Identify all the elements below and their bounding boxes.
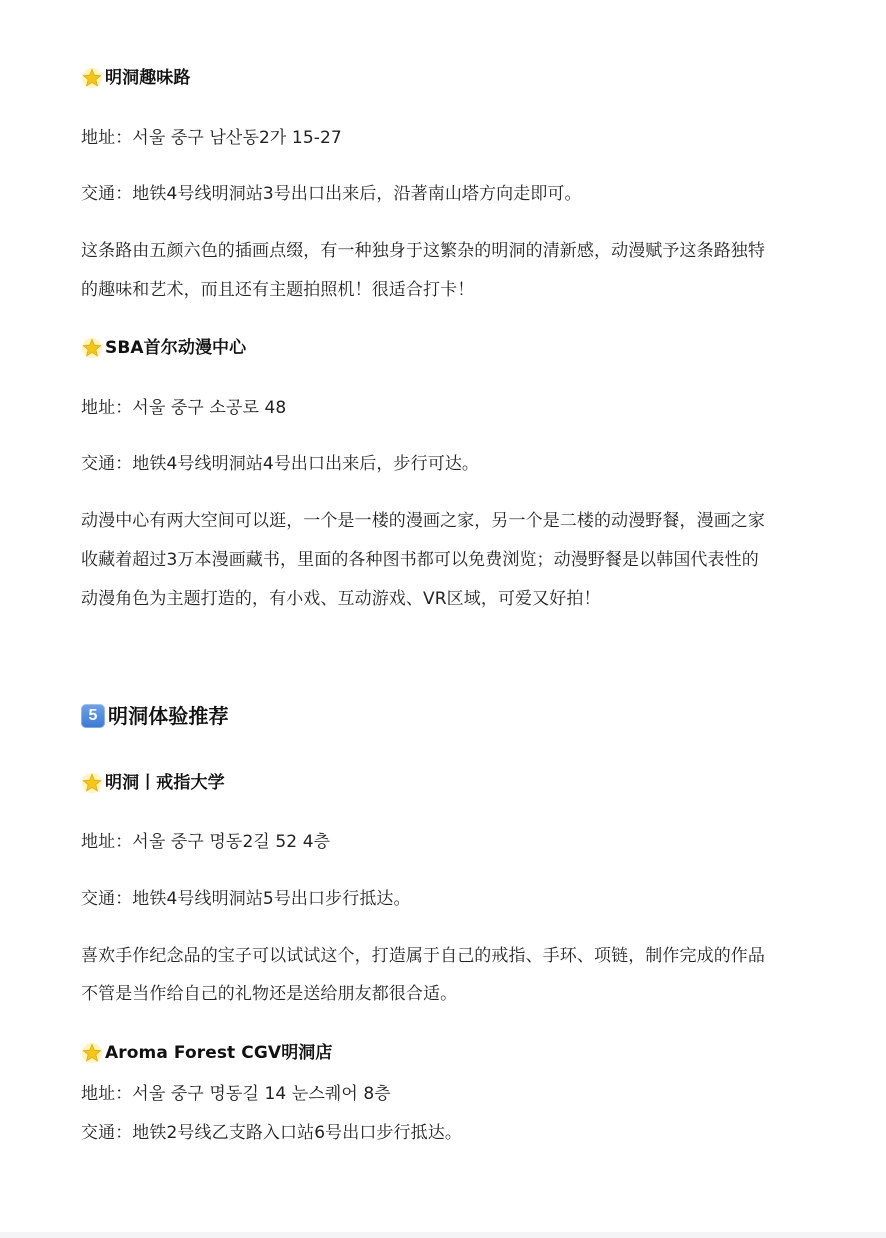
experience-transport: 交通：地铁2号线乙支路入口站6号出口步行抵达。: [81, 1123, 462, 1143]
experience-heading-1: [81, 772, 225, 794]
spot-title: 明洞趣味路: [105, 68, 191, 88]
experience-description-line: 喜欢手作纪念品的宝子可以试试这个，打造属于自己的戒指、手环、项链，制作完成的作品: [81, 946, 765, 966]
glowing-star-icon: [81, 337, 103, 359]
spot-description-line: 动漫中心有两大空间可以逛，一个是一楼的漫画之家，另一个是二楼的动漫野餐，漫画之家: [81, 511, 765, 531]
experience-heading-2: [81, 1042, 333, 1064]
spot-address: 地址：서울 중구 소공로 48: [81, 398, 287, 418]
spot-title: SBA首尔动漫中心: [105, 338, 247, 358]
glowing-star-icon: [81, 772, 103, 794]
experience-transport: 交通：地铁4号线明洞站5号出口步行抵达。: [81, 889, 411, 909]
experience-description-line: 不管是当作给自己的礼物还是送给朋友都很合适。: [81, 984, 458, 1004]
spot-heading-1: [81, 67, 191, 89]
keycap-5-icon: 5: [81, 704, 105, 728]
spot-description-line: 这条路由五颜六色的插画点缀，有一种独身于这繁杂的明洞的清新感，动漫赋予这条路独特: [81, 241, 765, 261]
spot-transport: 交通：地铁4号线明洞站3号出口出来后，沿著南山塔方向走即可。: [81, 184, 582, 204]
experience-title: Aroma Forest CGV明洞店: [105, 1043, 333, 1063]
glowing-star-icon: [81, 1042, 103, 1064]
spot-address: 地址：서울 중구 남산동2가 15-27: [81, 128, 342, 148]
spot-description-line: 动漫角色为主题打造的，有小戏、互动游戏、VR区域，可爱又好拍！: [81, 589, 601, 609]
spot-description-line: 收藏着超过3万本漫画藏书，里面的各种图书都可以免费浏览；动漫野餐是以韩国代表性的: [81, 550, 759, 570]
experience-title: 明洞丨戒指大学: [105, 773, 225, 793]
page-bottom-border: [0, 1232, 886, 1238]
section-heading-5: [81, 703, 229, 729]
glowing-star-icon: [81, 67, 103, 89]
experience-address: 地址：서울 중구 명동길 14 눈스퀘어 8층: [81, 1084, 391, 1104]
spot-description-line: 的趣味和艺术，而且还有主题拍照机！很适合打卡！: [81, 280, 475, 300]
spot-transport: 交通：地铁4号线明洞站4号出口出来后，步行可达。: [81, 454, 480, 474]
spot-heading-2: [81, 337, 246, 359]
section-title: 明洞体验推荐: [108, 704, 229, 728]
experience-address: 地址：서울 중구 명동2길 52 4층: [81, 832, 331, 852]
